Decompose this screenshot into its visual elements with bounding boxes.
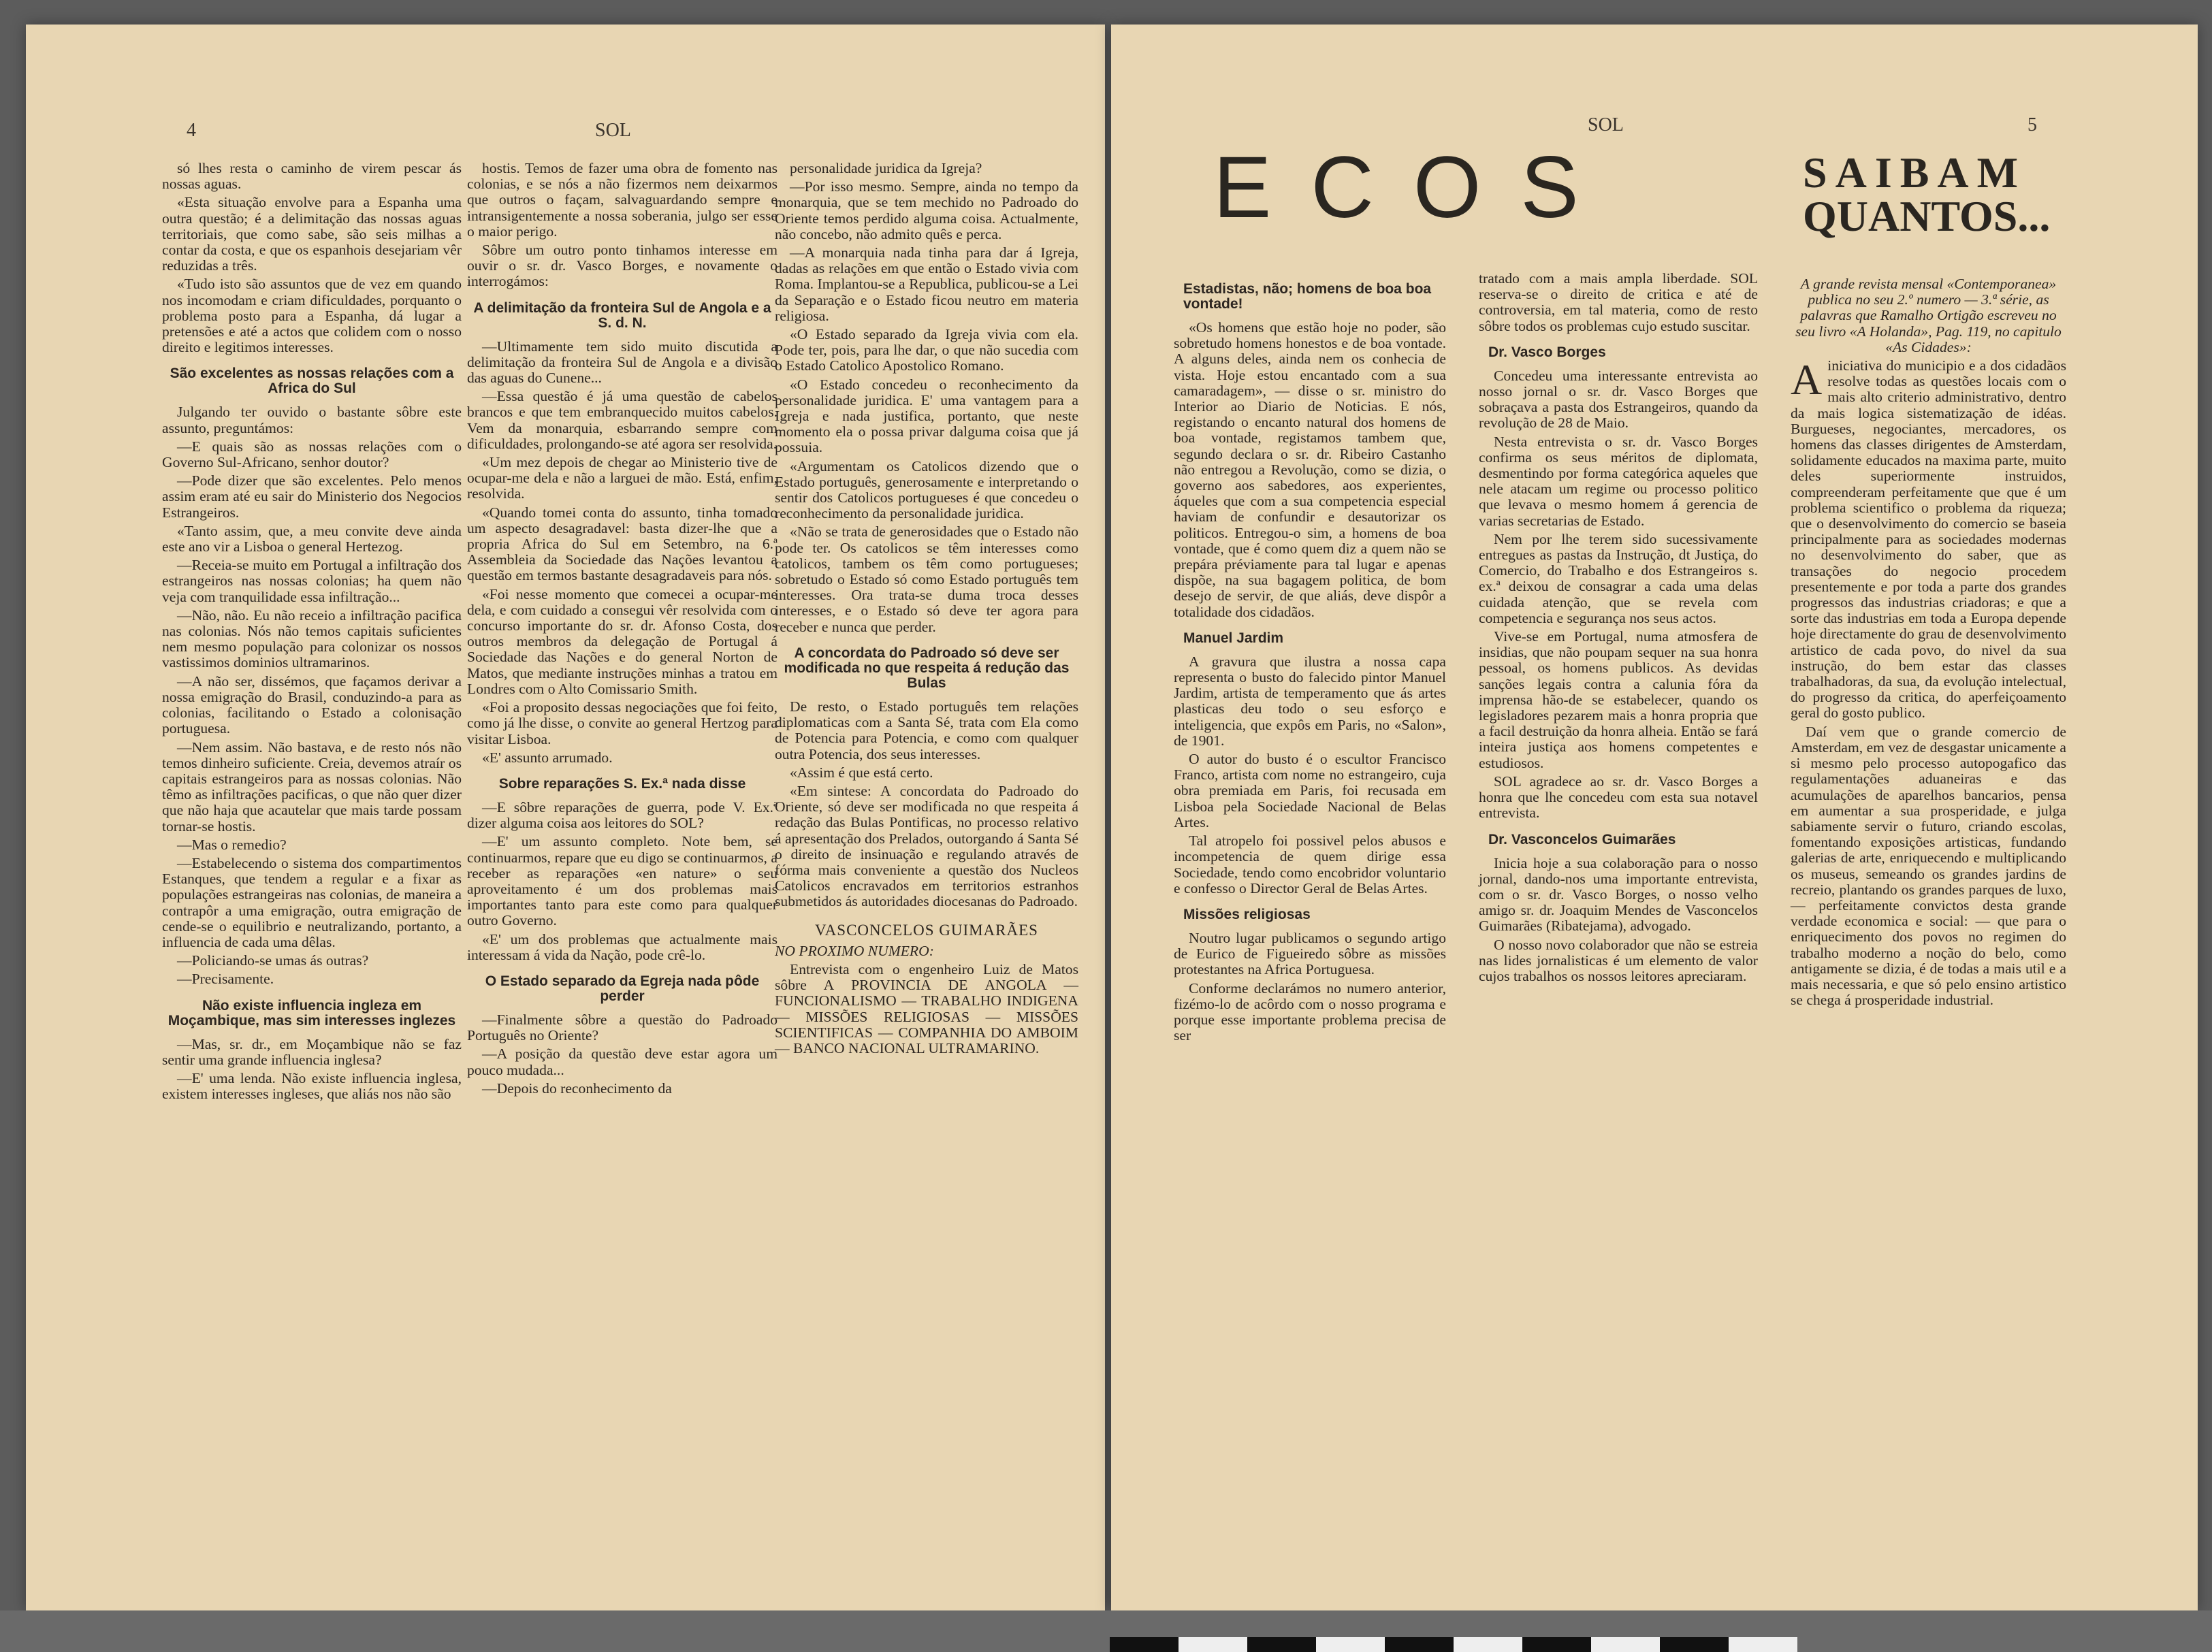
- column-2: [467, 161, 778, 1099]
- running-head: SOL: [595, 120, 631, 141]
- paragraph: —E quais são as nossas relações com o Governo Sul-Africano, senhor doutor?: [162, 438, 462, 471]
- paragraph: —A monarquia nada tinha para dar á Igreja, dadas as relações em que então o Estado vivia com Roma. Implantou-se a Republica, publicou-se a Lei da Separação e o Estado ficou neutro em materia religiosa.: [775, 244, 1078, 324]
- paragraph: —Mas o remedio?: [177, 836, 287, 853]
- paragraph: —Precisamente.: [177, 971, 274, 988]
- paragraph: Vive-se em Portugal, numa atmosfera de insidias, que não poupam sequer na sua honra pessoal, os homens publicos. As devidas sanções legais contra a calunia fóra da imprensa hão-de se estabelecer, quando os legisladores pezarem mais a honra propria que a facil destruição da honra alheia. Então se fará inteira justiça aos homens competentes e estudiosos.: [1479, 628, 1758, 771]
- paragraph: Concedeu uma interessante entrevista ao nosso jornal o sr. dr. Vasco Borges que sobraçava a pasta dos Estrangeiros, quando da revolução de 28 de Maio.: [1479, 367, 1758, 432]
- paragraph: «Tanto assim, que, a meu convite deve ainda este ano vir a Lisboa o general Hertezog.: [162, 522, 462, 555]
- paragraph: Julgando ter ouvido o bastante sôbre este assunto, preguntámos:: [162, 404, 462, 436]
- paragraph: De resto, o Estado português tem relações diplomaticas com a Santa Sé, trata com Ela como de Potencia para Potencia, e como com qualquer outra Potencia, dos seus interesses.: [775, 698, 1078, 762]
- paragraph: Nesta entrevista o sr. dr. Vasco Borges confirma os seus méritos de diplomata, desmentindo por forma categórica aqueles que nele atacam um regime ou processo politico que levava o mesmo homem á gerencia de varias secretarias de Estado.: [1479, 433, 1758, 529]
- paragraph: «Não se trata de generosidades que o Estado não pode ter. Os catolicos se têm interesses como catolicos, tambem os têm como portugueses; sobretudo o Estado só como Estado português tem interesses. Ora trata-se duma troca desses interesses, e o Estado só deve ter agora para receber e nunca que perder.: [775, 523, 1078, 635]
- paragraph: Daí vem que o grande comercio de Amsterdam, em vez de desgastar unicamente a si mesmo pelo processo autopogafico das regulamentações aduaneiras e das acumulações de aparelhos bancarios, pensa em aumentar a sua prosperidade, e julga sabiamente servir o futuro, criando escolas, fomentando exposições artisticas, fundando galerias de arte, enriquecendo e multiplicando os museus, semeando os grandes jardins de recreio, plantando os grandes parques de luxo, — perfeitamente convictos desta grande verdade economica e social: — que para o enriquecimento dos povos no regimen do trabalho moderno a noção do belo, como antigamente se dizia, é de todas a mais util e a mais necessaria, e que só pelo ensino artistico se chega á prosperidade industrial.: [1791, 723, 2066, 1009]
- paragraph: —Receia-se muito em Portugal a infiltração dos estrangeiros nas nossas colonias; ha quem não veja com tranquilidade essa infiltração...: [162, 557, 462, 605]
- paragraph: só lhes resta o caminho de virem pescar ás nossas aguas.: [162, 160, 462, 193]
- section-heading: A delimitação da fronteira Sul de Angola e a S. d. N.: [473, 299, 771, 331]
- paragraph: «Quando tomei conta do assunto, tinha tomado um aspecto desagradavel: basta dizer-lhe que a propria Africa do Sul em Setembro, na 6.ª Assembleia da Sociedade das Nações levantou a questão em termos bastante desagradaveis para nós.: [467, 504, 778, 584]
- page-number: 5: [2027, 114, 2037, 135]
- saibam-line2: QUANTOS...: [1803, 192, 2051, 240]
- section-heading: Estadistas, não; homens de boa boa vontade!: [1183, 281, 1432, 312]
- author-signature: VASCONCELOS GUIMARÃES: [815, 921, 1038, 939]
- paragraph: «E' um dos problemas que actualmente mais interessam á vida da Nação, pode crê-lo.: [467, 930, 778, 963]
- right-page: [1111, 25, 2198, 1610]
- paragraph: Noutro lugar publicamos o segundo artigo de Eurico de Figueiredo sôbre as missões protestantes na Africa Portuguesa.: [1174, 929, 1446, 978]
- section-heading: Sobre reparações S. Ex.ª nada disse: [498, 775, 746, 792]
- paragraph: «O Estado concedeu o reconhecimento da personalidade juridica. E' uma vantagem para a Igreja e nada justifica, portanto, que neste momento ela o possa privar dalguma coisa que já possuia.: [775, 376, 1078, 456]
- scanner-bed: [0, 1610, 2212, 1652]
- paragraph: «Os homens que estão hoje no poder, são sobretudo homens honestos e de boa vontade. A alguns deles, ainda nem os conhecia de vista. Hoje estou encantado com a sua camaradagem», — disse o sr. ministro do Interior ao Diario de Noticias. E nós, registando o encanto natural dos homens de boa vontade, registamos tambem que, segundo declara o sr. dr. Ribeiro Castanho não entregou a Revolução, como se dizia, o governo aos sabedores, aos experientes, áqueles que com a sua competencia especial haviam de confundir e desautorizar os politicos. Entregou-o sim, a homens de boa vontade, que é como quem diz a quem não se prepára préviamente para tal lugar e apenas dispõe, na sua bagagem politica, de bom desejo de servir, de que aliás, deve dispôr a totalidade dos cidadãos.: [1174, 319, 1446, 620]
- section-heading: Missões religiosas: [1183, 906, 1311, 922]
- column-1: [162, 161, 462, 1105]
- paragraph: «Em sintese: A concordata do Padroado do Oriente, só deve ser modificada no que respeita á redação das Bulas Pontificas, no processo relativo á apresentação dos Prelados, outorgando á Santa Sé o direito de insinuação e regulando através de fórma mais conveniente a questão dos Nucleos Catolicos encravados em territorios estranhos submetidos ás autoridades diocesanas do Padroado.: [775, 782, 1078, 910]
- paragraph: «O Estado separado da Igreja vivia com ela. Pode ter, pois, para lhe dar, o que não sucedia com o Estado Catolico Apostolico Romano.: [775, 326, 1078, 374]
- drop-cap: A: [1791, 355, 1823, 404]
- running-head: SOL: [1588, 114, 1624, 135]
- section-heading: A concordata do Padroado só deve ser modificada no que respeita á redução das Bulas: [784, 645, 1070, 691]
- paragraph: A gravura que ilustra a nossa capa representa o busto do falecido pintor Manuel Jardim, artista de temperamento que ás artes plasticas deu todo o seu esforço e inteligencia, que expôs em Paris, no «Salon», de 1901.: [1174, 653, 1446, 749]
- page-number: 4: [187, 120, 196, 141]
- paragraph: —Estabelecendo o sistema dos compartimentos Estanques, que tendem a regular e a fixar as populações estrangeiras nas colonias, de maneira a contrapôr a uma emigração, outra emigração de cende-se o equilibrio e neutralizando, portanto, a influencia de cada uma dêlas.: [162, 854, 462, 950]
- paragraph: —Ultimamente tem sido muito discutida a delimitação da fronteira Sul de Angola e a divisão das aguas do Cunene...: [467, 338, 778, 387]
- section-heading: São excelentes as nossas relações com a Africa do Sul: [170, 366, 454, 397]
- paragraph-text: iniciativa do municipio e a dos cidadãos resolve todas as questões locais com o mais alto criterio administrativo, dentro da mais logica sistematização de idéas. Burgueses, negociantes, mercadores, os homens das classes dirigentes de Amsterdam, solidamente educados na maxima parte, muito deles superiormente instruidos, compreenderam perfeitamente que que é um problema scientifico o problema da riqueza; que o desenvolvimento do comercio se baseia principalmente para as sociedades modernas no desenvolvimento do saber, que as transações do negocio procedem presentemente e por toda a parte dos grandes progressos das industrias criadoras; e que a sorte das industrias em toda a Europa depende hoje directamente do grau de desenvolvimento artistico de cada povo, do nivel da sua instrução, do bem estar das classes trabalhadoras, da sua, da evolução intelectual, do progresso da critica, do aperfeiçoamento geral do gosto publico.: [1791, 357, 2066, 722]
- left-page: [26, 25, 1105, 1610]
- paragraph: «Esta situação envolve para a Espanha uma outra questão; é a delimitação das nossas aguas territoriais, que como sabe, são seis milhas a contar da costa, e que os espanhois desejariam vêr reduzidas a três.: [162, 194, 462, 274]
- article-intro: A grande revista mensal «Contemporanea» publica no seu 2.º numero — 3.ª série, as palavras que Ramalho Ortigão escreveu no seu livro «A Holanda», Pag. 119, no capitulo «As Cidades»:: [1795, 276, 2062, 355]
- paragraph: Nem por lhe terem sido sucessivamente entregues as pastas da Instrução, dt Justiça, do Comercio, do Trabalho e dos Estrangeiros s. ex.ª deixou de consagrar a cada uma delas cuidada atenção, que se revela com competencia e segurança nos seus actos.: [1479, 530, 1758, 626]
- paragraph: —Depois do reconhecimento da: [482, 1080, 672, 1097]
- section-heading: Dr. Vasconcelos Guimarães: [1488, 831, 1676, 847]
- paragraph: —Por isso mesmo. Sempre, ainda no tempo da monarquia, que se tem mechido no Padroado do Oriente temos perdido alguma coisa. Actualmente, não concebo, não admito quês e perca.: [775, 178, 1078, 242]
- paragraph: «Um mez depois de chegar ao Ministerio tive de ocupar-me dela e não a larguei de mão. Está, enfim, resolvida.: [467, 454, 778, 502]
- section-heading: Não existe influencia ingleza em Moçambique, mas sim interesses inglezes: [167, 997, 456, 1029]
- saibam-line1: SAIBAM: [1803, 148, 2027, 197]
- column-1: [1174, 271, 1446, 1046]
- paragraph: [1791, 355, 2066, 722]
- paragraph: —Nem assim. Não bastava, e de resto nós não temos dinheiro suficiente. Creia, devemos atraír os capitais estrangeiros para as nossas colonias. Não têmo as infiltrações pacificas, o que não quer dizer que não haja que acautelar que mais tarde possam tornar-se hostis.: [162, 739, 462, 835]
- paragraph: «E' assunto arrumado.: [482, 749, 613, 766]
- section-heading: Dr. Vasco Borges: [1488, 344, 1606, 360]
- paragraph: Sôbre um outro ponto tinhamos interesse em ouvir o sr. dr. Vasco Borges, e novamente o interrogámos:: [467, 242, 778, 290]
- column-2: [1479, 271, 1758, 987]
- paragraph: —A posição da questão deve estar agora um pouco mudada...: [467, 1046, 778, 1078]
- paragraph: hostis. Temos de fazer uma obra de fomento nas colonias, e se nós a não fizermos nem deixarmos que outros o façam, salvaguardando sempre e intransigentemente a nossa soberania, julgo ser esse o maior perigo.: [467, 160, 778, 240]
- saibam-quantos-title: [1803, 148, 2051, 240]
- paragraph: «Foi a proposito dessas negociações que foi feito, como já lhe disse, o convite ao general Hertzog para visitar Lisboa.: [467, 699, 778, 747]
- paragraph: Inicia hoje a sua colaboração para o nosso jornal, dando-nos uma importante entrevista, com o sr. dr. Vasco Borges, o nosso velho amigo sr. dr. Joaquim Mendes de Vasconcelos Guimarães (Ribatejama), advogado.: [1479, 854, 1758, 935]
- column-3: [775, 161, 1078, 1059]
- paragraph: personalidade juridica da Igreja?: [790, 160, 982, 176]
- paragraph: —E sôbre reparações de guerra, pode V. Ex.ª dizer alguma coisa aos leitores do SOL?: [467, 798, 778, 832]
- paragraph: —Não, não. Eu não receio a infiltração pacifica nas colonias. Nós não temos capitais suficientes nem mesmo população para colonizar os nossos vastissimos dominios ultramarinos.: [162, 606, 462, 671]
- paragraph: —Pode dizer que são excelentes. Pelo menos assim eram até eu sair do Ministerio dos Negocios Estrangeiros.: [162, 472, 462, 521]
- paragraph: SOL agradece ao sr. dr. Vasco Borges a honra que lhe concedeu com esta sua notavel entrevista.: [1479, 773, 1758, 822]
- paragraph: —A não ser, dissémos, que façamos derivar a nossa emigração do Brasil, conduzindo-a para as colonias, facilitando o Estado a colonisação portuguesa.: [162, 673, 462, 737]
- paragraph: O autor do busto é o escultor Francisco Franco, artista com nome no estrangeiro, cuja obra premiada em Paris, foi recusada em Lisboa pela Sociedade Nacional de Belas Artes.: [1174, 751, 1446, 830]
- paragraph: tratado com a mais ampla liberdade. SOL reserva-se o direito de critica e até de controversia, em tal materia, como de resto sôbre todos os problemas cujo estudo suscitar.: [1479, 270, 1758, 334]
- paragraph: «Foi nesse momento que comecei a ocupar-me dela, e com cuidado a consegui vêr resolvida com o concurso importante do sr. dr. Afonso Costa, dos outros membros da delegação de Portugal á Sociedade das Nações e do general Norton de Matos, que mediante instruções minhas a tratou em Londres com o Alto Comissario Smith.: [467, 585, 778, 697]
- paragraph: —Policiando-se umas ás outras?: [177, 952, 369, 969]
- column-3: [1791, 276, 2066, 1011]
- ecos-title: ECOS: [1213, 139, 1618, 236]
- next-issue-text: Entrevista com o engenheiro Luiz de Matos sôbre A PROVINCIA DE ANGOLA — FUNCIONALISMO — TRABALHO INDIGENA — MISSÕES RELIGIOSAS — MISSÕES SCIENTIFICAS — COMPANHIA DO AMBOIM — BANCO NACIONAL ULTRAMARINO.: [775, 960, 1078, 1056]
- paragraph: Tal atropelo foi possivel pelos abusos e incompetencia de quem dirige essa Sociedade, tendo como encobridor voluntario e confesso o Director Geral de Belas Artes.: [1174, 832, 1446, 896]
- section-heading: O Estado separado da Egreja nada pôde perder: [485, 973, 760, 1004]
- paragraph: —Essa questão é já uma questão de cabelos brancos e que tem embranquecido muitos cabelos. Vem da monarquia, esbarrando sempre com dificuldades, prolongando-se até agora ser resolvida.: [467, 388, 778, 452]
- paragraph: Conforme declarámos no numero anterior, fizémo-lo de acôrdo com o nosso programa e porque esse importante problema precisa de ser: [1174, 979, 1446, 1044]
- paragraph: —Mas, sr. dr., em Moçambique não se faz sentir uma grande influencia inglesa?: [162, 1035, 462, 1068]
- paragraph: «Argumentam os Catolicos dizendo que o Estado português, generosamente e interpretando o sentir dos Catolicos portugueses é que concedeu o reconhecimento da personalidade juridica.: [775, 457, 1078, 522]
- color-scale-bar: [1110, 1637, 1797, 1652]
- paragraph: O nosso novo colaborador que não se estreia nas lides jornalisticas é um elemento de valor cujos trabalhos os nossos leitores apreciaram.: [1479, 936, 1758, 984]
- paragraph: «Tudo isto são assuntos que de vez em quando nos incomodam e criam dificuldades, porquanto o problema posto para a Espanha, dá lugar a pretensões e até a actos que colidem com o nosso direito e legitimos interesses.: [162, 276, 462, 356]
- paragraph: —E' um assunto completo. Note bem, se continuarmos, repare que eu digo se continuarmos, a receber as reparações «en nature» o seu aproveitamento é um dos problemas mais importantes tanto para este como para qualquer outro Governo.: [467, 833, 778, 929]
- section-heading: Manuel Jardim: [1183, 630, 1284, 646]
- paragraph: —E' uma lenda. Não existe influencia inglesa, existem interesses ingleses, que aliás nos não são: [162, 1069, 462, 1103]
- next-issue-label: NO PROXIMO NUMERO:: [775, 942, 934, 959]
- paragraph: —Finalmente sôbre a questão do Padroado Português no Oriente?: [467, 1011, 778, 1044]
- paragraph: «Assim é que está certo.: [790, 764, 933, 781]
